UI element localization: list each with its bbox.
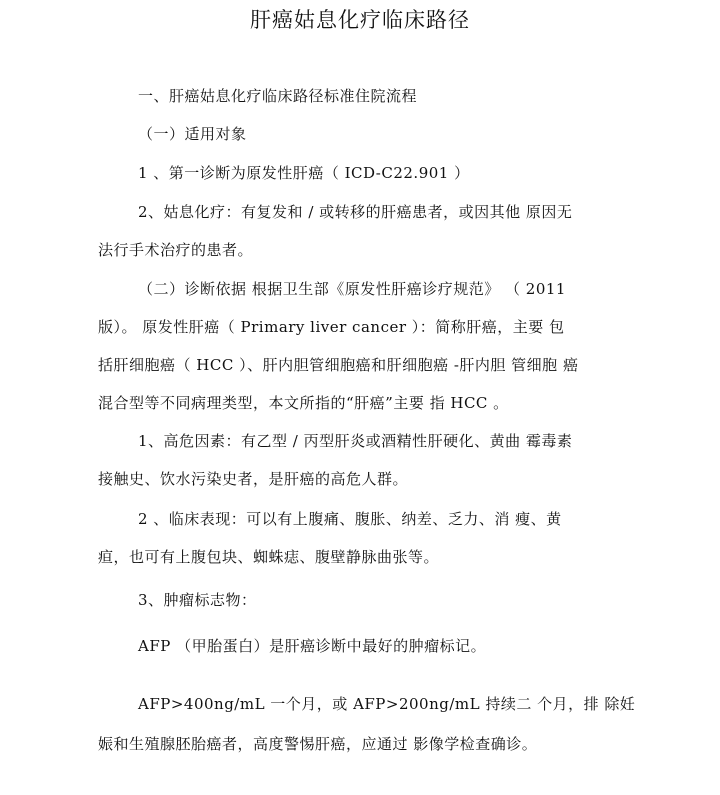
paragraph-line: 括肝细胞癌（ HCC ）、肝内胆管细胞癌和肝细胞癌 -肝内胆 管细胞 癌 [98, 356, 579, 374]
paragraph-line: AFP>400ng/mL 一个月，或 AFP>200ng/mL 持续二 个月，排 除妊 [138, 695, 636, 713]
paragraph-line: AFP （甲胎蛋白）是肝癌诊断中最好的肿瘤标记。 [138, 637, 487, 655]
paragraph-line: 1 、第一诊断为原发性肝癌（ ICD-C22.901 ） [138, 164, 470, 182]
document-title: 肝癌姑息化疗临床路径 [250, 8, 470, 32]
subsection-heading-diagnosis-basis: （二）诊断依据 根据卫生部《原发性肝癌诊疗规范》 （ 2011 [138, 280, 566, 298]
paragraph-line: 2、姑息化疗：有复发和 / 或转移的肝癌患者，或因其他 原因无 [138, 203, 573, 221]
paragraph-line: 接触史、饮水污染史者，是肝癌的高危人群。 [98, 470, 409, 488]
paragraph-line: 疸，也可有上腹包块、蜘蛛痣、腹壁静脉曲张等。 [98, 548, 440, 566]
paragraph-line: 混合型等不同病理类型，本文所指的“肝癌”主要 指 HCC 。 [98, 394, 509, 412]
paragraph-line: 3、肿瘤标志物： [138, 591, 257, 609]
paragraph-line: 1、高危因素：有乙型 / 丙型肝炎或酒精性肝硬化、黄曲 霉毒素 [138, 432, 573, 450]
paragraph-line: 娠和生殖腺胚胎癌者，高度警惕肝癌，应通过 影像学检查确诊。 [98, 735, 538, 753]
paragraph-line: 法行手术治疗的患者。 [98, 241, 254, 259]
section-heading-standard-flow: 一、肝癌姑息化疗临床路径标准住院流程 [138, 87, 418, 105]
subsection-heading-applicable-subjects: （一）适用对象 [138, 125, 247, 143]
paragraph-line: 2 、临床表现：可以有上腹痛、腹胀、纳差、乏力、消 瘦、黄 [138, 510, 562, 528]
paragraph-line: 版）。 原发性肝癌（ Primary liver cancer ）：简称肝癌，主要 包 [98, 318, 565, 336]
